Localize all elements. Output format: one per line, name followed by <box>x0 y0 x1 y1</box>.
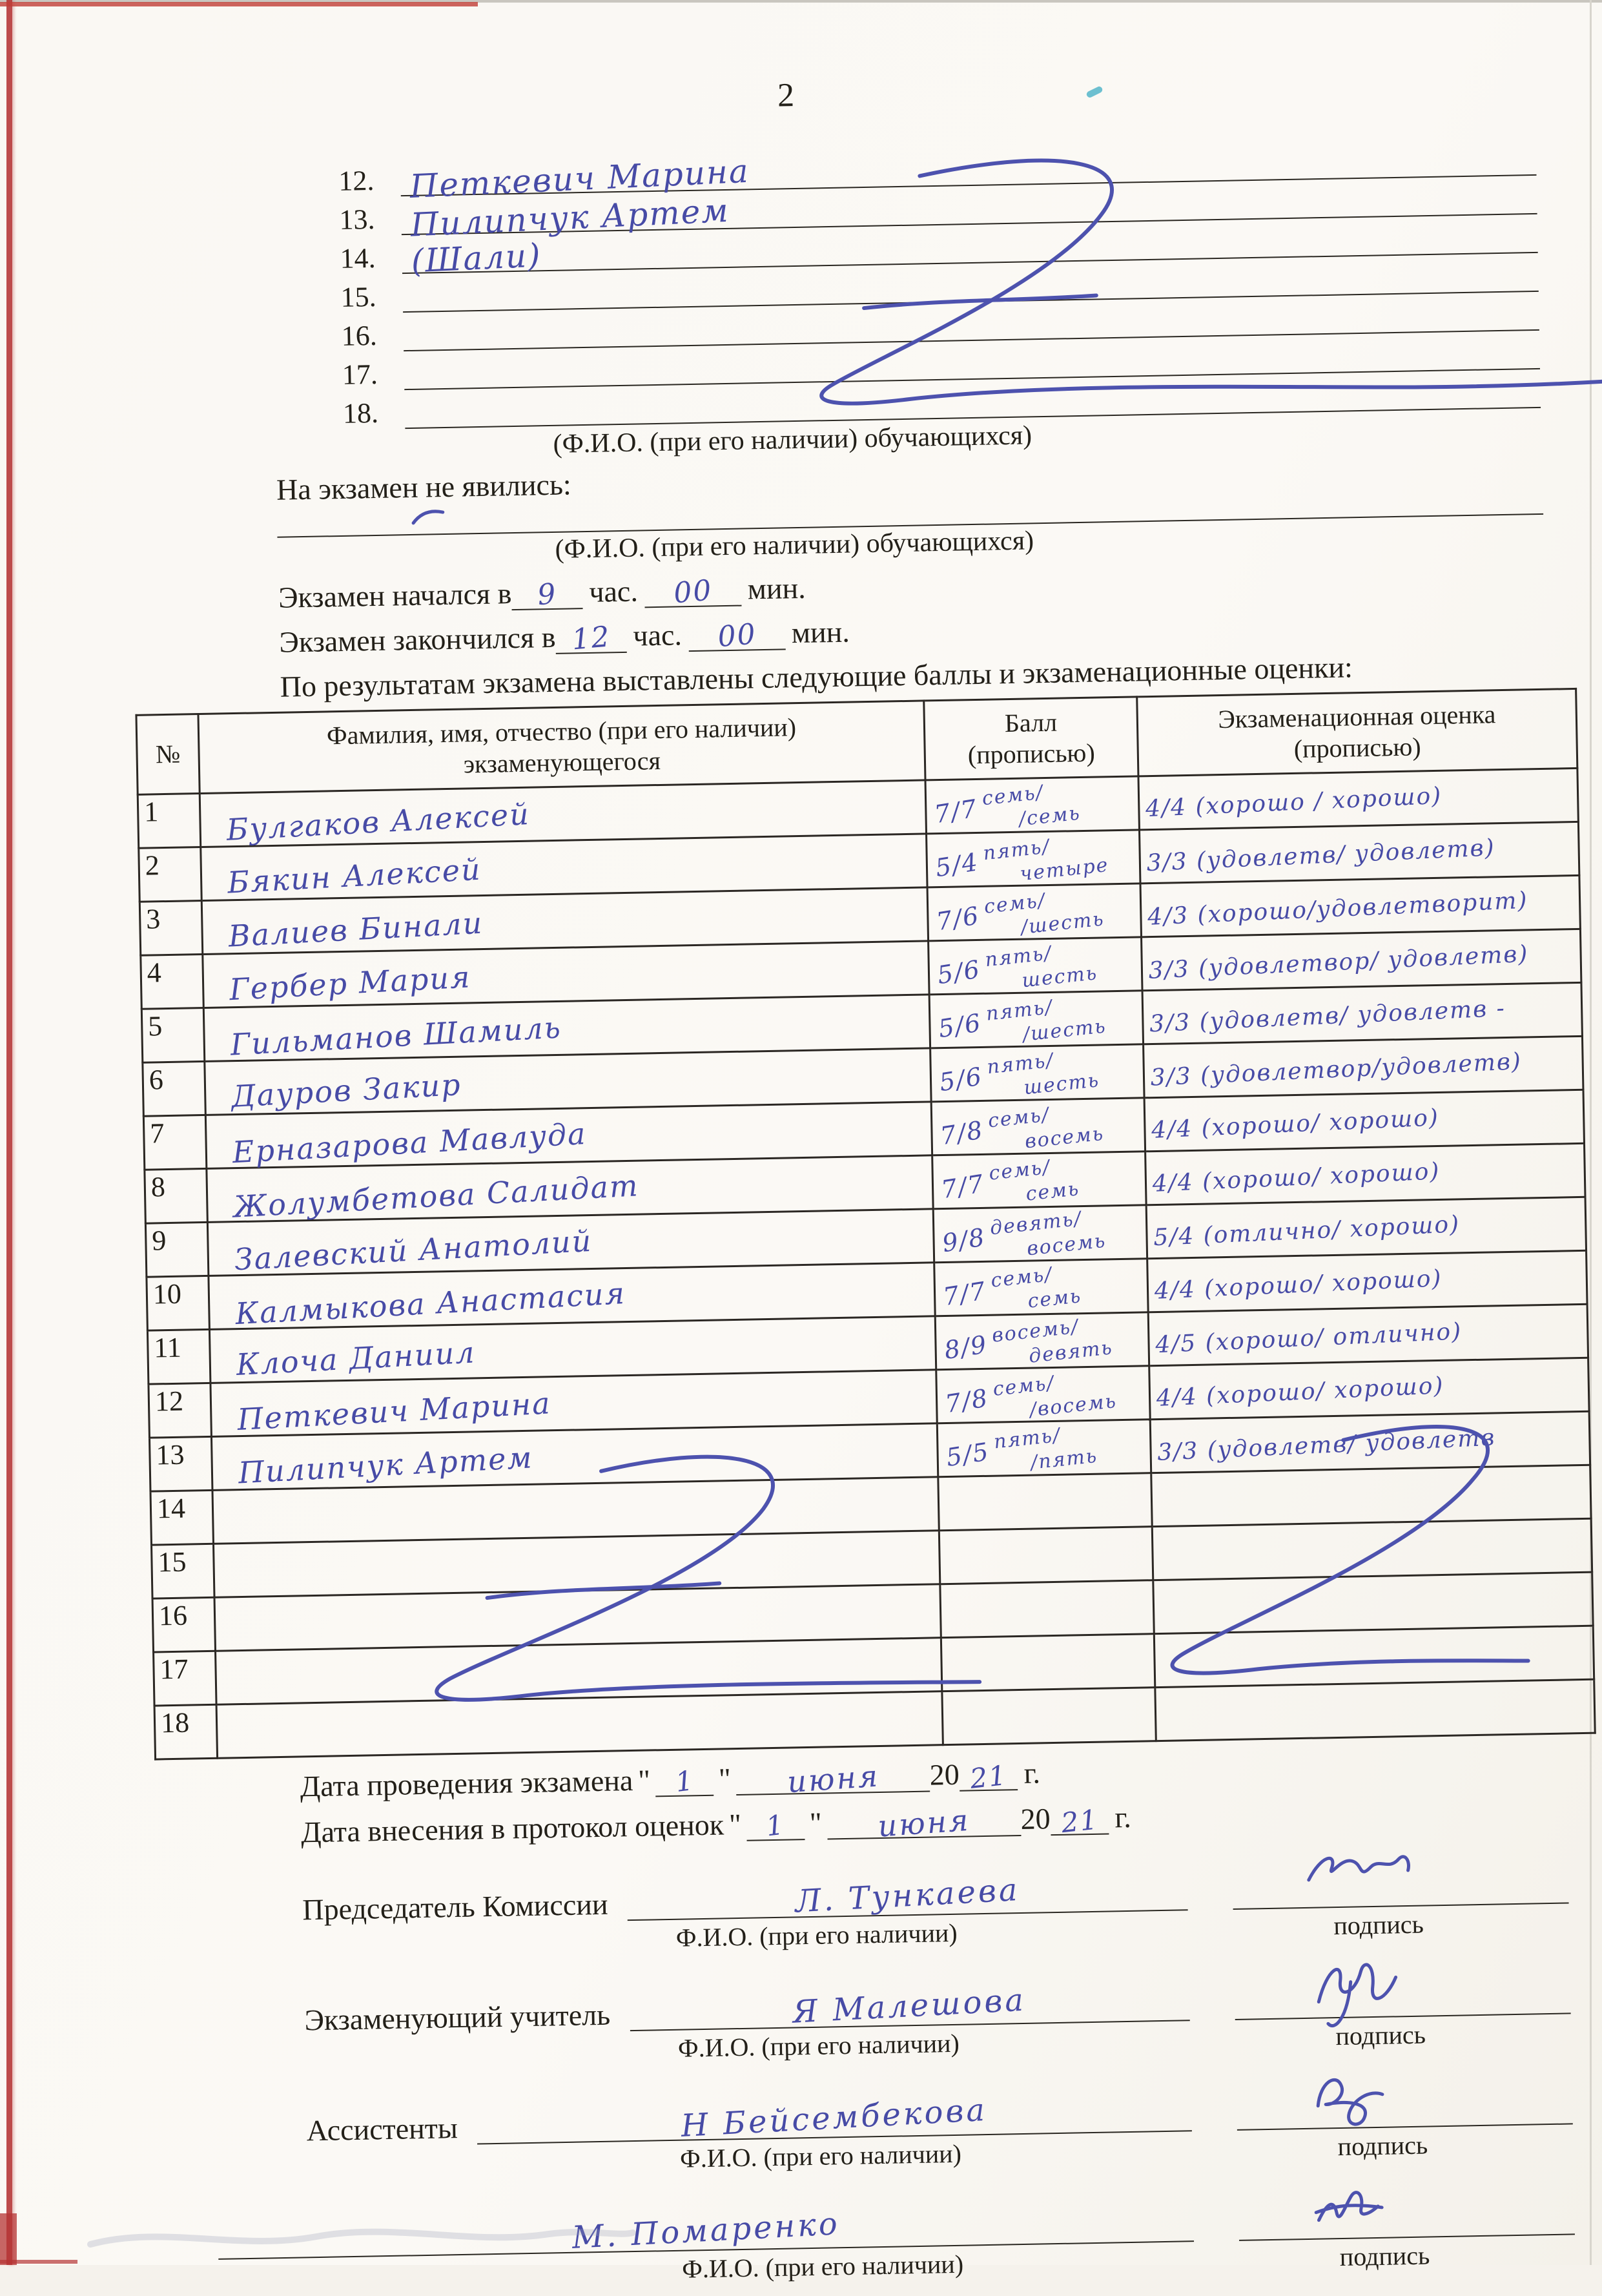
score-cell <box>939 1527 1153 1584</box>
score-cell <box>937 1420 1151 1477</box>
grade-cell <box>1146 1197 1586 1258</box>
header-score <box>924 697 1138 780</box>
score-cell <box>927 830 1140 887</box>
score-words <box>987 1153 1081 1206</box>
fio-caption: Ф.И.О. (при его наличии) <box>677 2028 960 2063</box>
header-grade <box>1137 688 1577 776</box>
protocol-date-month-field <box>827 1801 1021 1844</box>
grade-cell <box>1151 1465 1591 1526</box>
row-number: 17 <box>154 1651 217 1706</box>
row-number: 4 <box>141 954 204 1009</box>
score-words-top-handwriting: семь/ <box>983 889 1047 918</box>
score-words-top-handwriting <box>953 1588 989 1591</box>
fio-caption: Ф.И.О. (при его наличии) <box>679 2138 962 2173</box>
start-hour-handwriting: 9 <box>536 577 559 612</box>
score-number-handwriting: 9/8 <box>940 1223 988 1258</box>
score-words-top-handwriting: семь/ <box>987 1155 1052 1185</box>
score-words-top-handwriting: пять/ <box>981 835 1052 865</box>
signee-name-handwriting: Я Малешова <box>792 1981 1027 2031</box>
row-number: 6 <box>143 1061 206 1116</box>
header-score-line2: (прописью) <box>967 738 1096 770</box>
pen-tick-icon <box>409 506 449 528</box>
student-name-handwriting: Клоча Даниил <box>235 1334 477 1383</box>
protocol-date-year-handwriting: 21 <box>1059 1803 1100 1839</box>
exam-date-month-field <box>735 1757 930 1800</box>
grade-handwriting: 4/3 (хорошо/удовлетворит) <box>1147 887 1529 931</box>
score-number-handwriting: 7/7 <box>939 1169 987 1205</box>
student-name-handwriting: Гильманов Шамиль <box>229 1009 562 1062</box>
signee-name-handwriting: Л. Тункаева <box>794 1872 1021 1920</box>
signature-role-label: Председатель Комиссии <box>302 1887 608 1927</box>
row-number: 2 <box>139 847 202 902</box>
attendee-number: 13. <box>339 203 375 236</box>
score-cell <box>929 937 1142 995</box>
score-words-top-handwriting <box>951 1480 987 1484</box>
grade-cell <box>1148 1304 1588 1365</box>
exam-date-day-field <box>655 1761 714 1797</box>
signature-role-label: Экзаменующий учитель <box>304 1998 611 2037</box>
signature-scribble-icon <box>1296 2175 1439 2255</box>
signature-block <box>213 1954 1571 2071</box>
score-words-top-handwriting <box>952 1534 989 1538</box>
protocol-date-label: Дата внесения в протокол оценок <box>300 1808 724 1849</box>
score-words-top-handwriting: семь/ <box>987 1103 1051 1133</box>
signature-scribble-icon <box>1292 1954 1435 2034</box>
protocol-date-day-field <box>746 1805 805 1841</box>
quote-mark: " <box>809 1806 823 1839</box>
header-score-line1: Балл <box>1004 707 1058 738</box>
scan-corner-red <box>0 2213 17 2265</box>
row-number: 13 <box>149 1436 212 1491</box>
grade-cell <box>1140 875 1580 936</box>
protocol-date-day-handwriting: 1 <box>764 1808 787 1843</box>
grade-cell <box>1147 1250 1587 1312</box>
scan-edge-top-red <box>0 2 478 6</box>
page-number <box>0 61 1587 129</box>
student-name-handwriting: Гербер Мария <box>228 959 472 1008</box>
score-words-bottom-handwriting <box>953 1539 989 1543</box>
signature-scribble-icon <box>1290 1844 1433 1924</box>
student-name-handwriting: Дауров Закир <box>230 1066 462 1114</box>
grade-cell <box>1155 1679 1595 1741</box>
grade-cell <box>1142 929 1581 990</box>
student-name-handwriting: Булгаков Алексей <box>225 796 531 847</box>
scan-edge-left-red <box>6 0 12 2265</box>
exam-date-year-field <box>959 1755 1018 1795</box>
century-label: 20 <box>1020 1802 1051 1836</box>
score-number-handwriting: 8/9 <box>942 1330 990 1365</box>
signature-line <box>1234 1953 1571 2020</box>
header-grade-line2: (прописью) <box>1293 732 1421 763</box>
grade-handwriting: 3/3 (удовлетвор/ удовлетв) <box>1147 940 1530 984</box>
score-words-bottom-handwriting: /шесть <box>1022 1015 1108 1046</box>
score-cell <box>932 1152 1146 1209</box>
grade-handwriting: 4/4 (хорошо/ хорошо) <box>1151 1158 1441 1197</box>
start-hour-field <box>511 574 583 610</box>
student-name-handwriting: Бякин Алексей <box>226 851 482 900</box>
header-name-line1: Фамилия, имя, отчество (при его наличии) <box>326 712 797 750</box>
grade-cell <box>1139 822 1579 883</box>
signature-block <box>211 1844 1569 1961</box>
score-words <box>950 1477 987 1478</box>
score-words <box>985 992 1108 1046</box>
attendee-number: 16. <box>341 319 378 352</box>
score-cell <box>938 1473 1152 1531</box>
score-cell <box>931 1098 1145 1155</box>
score-cell <box>925 776 1139 834</box>
signature-row <box>211 1844 1568 1928</box>
grade-cell <box>1154 1626 1594 1687</box>
score-words-bottom-handwriting: восемь <box>1023 1122 1105 1153</box>
row-number: 1 <box>138 794 201 849</box>
score-words-top-handwriting <box>954 1641 991 1645</box>
score-words-top-handwriting: семь/ <box>981 781 1045 811</box>
score-cell <box>936 1366 1150 1423</box>
grade-handwriting: 4/4 (хорошо / хорошо) <box>1145 782 1443 823</box>
exam-date-month-handwriting: июня <box>785 1758 881 1800</box>
score-words <box>983 885 1106 939</box>
sign-caption: подпись <box>1339 2240 1430 2272</box>
score-words <box>981 778 1082 831</box>
student-name-handwriting: Ерназарова Мавлуда <box>231 1116 588 1170</box>
grade-handwriting: 3/3 (удовлетв/ удовлетв - <box>1149 995 1506 1038</box>
row-number: 10 <box>147 1276 210 1330</box>
score-cell <box>930 1044 1144 1102</box>
grade-handwriting: 5/4 (отлично/ хорошо) <box>1153 1211 1461 1252</box>
year-suffix: г. <box>1114 1800 1132 1834</box>
score-words-top-handwriting: семь/ <box>989 1263 1054 1292</box>
score-words-bottom-handwriting: семь <box>1027 1285 1083 1313</box>
header-name-line2: экзаменующегося <box>463 745 661 779</box>
exam-start-label: Экзамен начался в <box>278 577 512 614</box>
year-suffix: г. <box>1023 1756 1041 1790</box>
score-words <box>985 1046 1101 1100</box>
sign-caption: подпись <box>1337 2130 1428 2162</box>
fio-caption: Ф.И.О. (при его наличии) <box>675 1918 958 1952</box>
end-minute-field <box>688 614 785 652</box>
score-words-top-handwriting: семь/ <box>992 1371 1056 1401</box>
row-number: 9 <box>145 1222 209 1277</box>
grade-cell <box>1145 1143 1585 1205</box>
score-words-bottom-handwriting: /пять <box>1029 1444 1099 1474</box>
score-words <box>992 1367 1118 1422</box>
signature-name-line <box>626 1850 1187 1921</box>
results-intro-text: По результатам экзамена выставлены следующие баллы и экзаменационные оценки: <box>280 650 1353 703</box>
fio-caption: Ф.И.О. (при его наличии) <box>681 2249 964 2284</box>
grade-cell <box>1153 1572 1593 1633</box>
signature-block <box>215 2065 1573 2182</box>
score-words-bottom-handwriting <box>955 1646 991 1650</box>
results-table-wrap <box>135 688 1594 1761</box>
student-name-handwriting: Валиев Бинали <box>227 905 484 954</box>
score-words <box>989 1206 1107 1261</box>
score-words-bottom-handwriting <box>952 1485 988 1489</box>
protocol-date-year-field <box>1050 1799 1109 1839</box>
row-number: 15 <box>152 1544 215 1598</box>
score-words-bottom-handwriting: шесть <box>1023 1069 1101 1100</box>
attendee-number: 17. <box>342 358 378 391</box>
score-words <box>991 1314 1114 1368</box>
score-words-bottom-handwriting: шесть <box>1021 962 1099 993</box>
fio-caption-top: (Ф.И.О. (при его наличии) обучающихся) <box>553 420 1032 459</box>
score-number-handwriting: 5/4 <box>933 847 981 883</box>
hour-unit-label: час. <box>588 574 639 608</box>
header-name <box>198 701 925 794</box>
student-name-handwriting: Петкевич Марина <box>236 1385 552 1438</box>
fio-caption-absent: (Ф.И.О. (при его наличии) обучающихся) <box>555 526 1034 564</box>
student-name-handwriting <box>221 1623 241 1624</box>
score-number-handwriting: 7/8 <box>943 1383 991 1419</box>
exam-end-label: Экзамен закончился в <box>278 620 556 659</box>
score-cell <box>942 1688 1156 1745</box>
signee-name-handwriting: Н Бейсембекова <box>680 2091 989 2144</box>
results-table-body <box>138 768 1595 1759</box>
signee-name-handwriting: М. Помаренко <box>571 2206 841 2257</box>
row-number: 14 <box>150 1490 214 1545</box>
score-words <box>952 1584 989 1585</box>
score-cell <box>941 1634 1155 1691</box>
score-number-handwriting: 5/6 <box>936 1008 984 1044</box>
student-name-handwriting: Залевский Анатолий <box>233 1223 593 1277</box>
start-minute-handwriting: 00 <box>672 574 714 610</box>
student-name-handwriting <box>221 1569 240 1571</box>
signature-name-line <box>629 1960 1190 2031</box>
attendee-number: 18. <box>342 397 379 429</box>
row-number: 3 <box>139 901 203 956</box>
score-words-top-handwriting: пять/ <box>985 995 1054 1026</box>
pencil-smudge-icon <box>84 2206 639 2264</box>
signature-row <box>215 2065 1572 2149</box>
row-number: 5 <box>141 1008 205 1062</box>
score-words-bottom-handwriting <box>954 1593 990 1597</box>
score-words <box>954 1638 990 1639</box>
ink-smudge-icon <box>1085 85 1104 98</box>
quote-mark: " <box>728 1807 742 1841</box>
grade-cell <box>1144 1090 1584 1151</box>
grade-cell <box>1144 1036 1583 1097</box>
grade-handwriting: 3/3 (удовлетвор/удовлетв) <box>1149 1048 1523 1091</box>
score-words <box>992 1422 1099 1474</box>
attendee-number: 12. <box>338 164 375 197</box>
minute-unit-label: мин. <box>747 571 806 606</box>
grade-handwriting: 4/5 (хорошо/ отлично) <box>1155 1318 1463 1359</box>
end-minute-handwriting: 00 <box>716 617 758 654</box>
score-words <box>987 1099 1105 1153</box>
grade-cell <box>1149 1358 1589 1419</box>
score-number-handwriting: 7/7 <box>932 794 980 829</box>
score-number-handwriting: 7/8 <box>938 1115 986 1151</box>
score-cell <box>940 1580 1154 1638</box>
protocol-date-month-handwriting: июня <box>876 1802 972 1844</box>
score-number-handwriting: 7/6 <box>934 901 982 936</box>
score-cell <box>934 1259 1148 1316</box>
exam-date-year-handwriting: 21 <box>969 1759 1009 1795</box>
score-words-top-handwriting: пять/ <box>983 942 1054 972</box>
attendee-name-handwriting <box>406 430 415 431</box>
grade-handwriting: 4/4 (хорошо/ хорошо) <box>1155 1372 1445 1412</box>
score-words-top-handwriting: пять/ <box>992 1423 1062 1454</box>
attendee-number: 15. <box>340 280 377 313</box>
score-cell <box>935 1312 1149 1370</box>
header-grade-line1: Экзаменационная оценка <box>1217 699 1496 734</box>
grade-handwriting: 3/3 (удовлетв/ удовлетв <box>1156 1424 1497 1466</box>
sign-caption: подпись <box>1333 1909 1424 1941</box>
grade-handwriting: 4/4 (хорошо/ хорошо) <box>1153 1265 1443 1305</box>
grade-handwriting: 3/3 (удовлетв/ удовлетв) <box>1145 834 1496 877</box>
score-words-bottom-handwriting: девять <box>1027 1336 1114 1368</box>
student-name-handwriting: Пилипчук Артем <box>237 1440 534 1491</box>
attendee-list <box>338 137 1541 430</box>
minute-unit-label2: мин. <box>791 615 850 650</box>
grade-cell <box>1152 1518 1592 1580</box>
score-words-top-handwriting: пять/ <box>985 1049 1056 1079</box>
page-number-text: 2 <box>777 76 796 114</box>
student-name-handwriting <box>223 1677 242 1678</box>
score-words-top-handwriting <box>955 1695 991 1699</box>
score-words-top-handwriting: восемь/ <box>991 1315 1080 1347</box>
score-words-bottom-handwriting: /шесть <box>1020 907 1106 939</box>
student-name-handwriting: Калмыкова Анастасия <box>234 1276 627 1332</box>
score-words-bottom-handwriting: семь <box>1025 1177 1081 1206</box>
score-cell <box>927 884 1141 941</box>
score-words <box>989 1261 1083 1313</box>
signature-line <box>1232 1843 1569 1910</box>
signature-row <box>213 1954 1570 2038</box>
grade-cell <box>1150 1411 1590 1473</box>
quote-mark: " <box>718 1762 732 1795</box>
header-num: № <box>136 714 200 795</box>
score-words-bottom-handwriting: /восемь <box>1029 1389 1118 1422</box>
student-name-handwriting <box>220 1516 239 1517</box>
sign-caption: подпись <box>1335 2020 1426 2051</box>
grade-handwriting: 4/4 (хорошо/ хорошо) <box>1151 1104 1440 1144</box>
row-number: 8 <box>145 1168 208 1223</box>
hour-unit-label2: час. <box>632 618 683 652</box>
score-words <box>981 831 1111 886</box>
grade-cell <box>1138 768 1578 829</box>
signature-name-line <box>476 2071 1191 2144</box>
score-words-bottom-handwriting: восемь <box>1025 1229 1107 1261</box>
attendee-name-handwriting: (Шали) <box>410 236 542 280</box>
signature-line <box>1236 2063 1573 2131</box>
row-number: 7 <box>143 1115 207 1170</box>
quote-mark: " <box>637 1763 651 1797</box>
signature-role-label: Ассистенты <box>306 2111 458 2147</box>
signature-line <box>1238 2174 1575 2241</box>
signature-scribble-icon <box>1294 2065 1437 2145</box>
score-number-handwriting: 5/5 <box>944 1437 992 1473</box>
score-words-top-handwriting: девять/ <box>989 1207 1083 1240</box>
start-minute-field <box>644 571 741 608</box>
century-label: 20 <box>929 1757 960 1792</box>
attendee-number: 14. <box>340 242 376 274</box>
results-table <box>135 688 1596 1761</box>
score-words <box>954 1691 991 1692</box>
end-hour-field <box>555 617 627 657</box>
end-hour-handwriting: 12 <box>570 620 612 657</box>
score-words-bottom-handwriting: /семь <box>1018 802 1082 831</box>
score-words <box>983 939 1099 993</box>
score-number-handwriting: 5/6 <box>937 1062 985 1097</box>
score-number-handwriting: 5/6 <box>935 955 983 990</box>
row-number: 12 <box>149 1383 212 1438</box>
absent-label: На экзамен не явились: <box>276 468 572 506</box>
student-name-handwriting <box>223 1730 243 1732</box>
score-cell <box>929 991 1143 1048</box>
exam-date-day-handwriting: 1 <box>673 1764 696 1799</box>
grade-cell <box>1142 982 1582 1044</box>
exam-date-label: Дата проведения экзамена <box>300 1763 633 1803</box>
attendee-name-handwriting: Петкевич Марина <box>409 152 750 206</box>
row-number: 11 <box>147 1329 211 1384</box>
score-number-handwriting: 7/7 <box>941 1276 989 1312</box>
score-words-bottom-handwriting: четыре <box>1019 853 1111 886</box>
score-words-bottom-handwriting <box>956 1700 992 1704</box>
row-number: 16 <box>152 1597 216 1652</box>
attendee-name-handwriting: Пилипчук Артем <box>409 191 730 244</box>
score-cell <box>933 1205 1147 1263</box>
row-number: 18 <box>154 1704 218 1759</box>
student-name-handwriting: Жолумбетова Салидат <box>232 1168 640 1225</box>
